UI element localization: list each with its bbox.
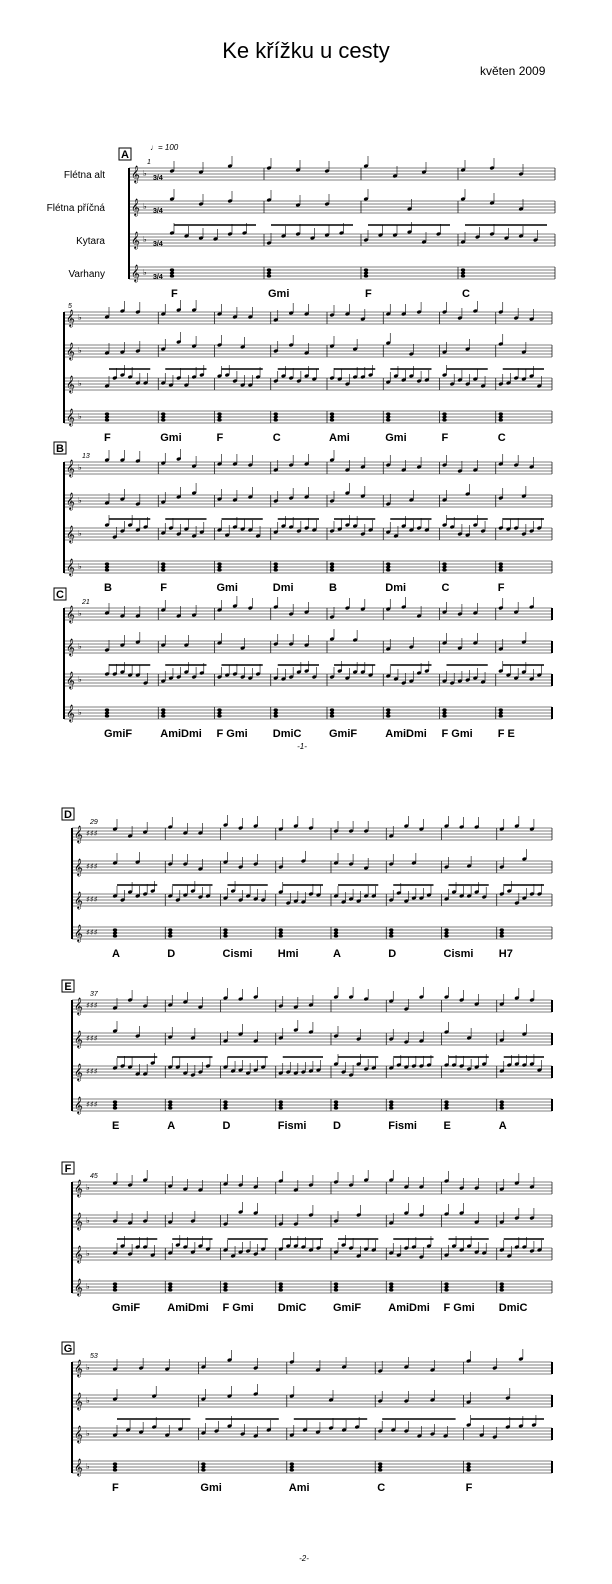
note-head bbox=[223, 928, 227, 931]
chord-symbol: AmiDmi bbox=[388, 1302, 430, 1314]
note-head bbox=[217, 708, 221, 711]
chord-symbol: Cismi bbox=[222, 948, 253, 960]
chord-symbol: Gmi bbox=[268, 288, 290, 300]
page-number-2: -2- bbox=[299, 1554, 309, 1563]
key-signature-icon: ♯♯♯ bbox=[86, 928, 98, 937]
treble-clef-icon: 𝄞 bbox=[74, 924, 83, 942]
chord-symbol: GmiF bbox=[104, 728, 133, 740]
note-head bbox=[500, 934, 504, 937]
note-head bbox=[168, 928, 172, 931]
chord-symbol: GmiF bbox=[112, 1302, 141, 1314]
note-head bbox=[113, 934, 117, 937]
note-head bbox=[223, 1282, 227, 1285]
key-signature-icon: ♭ bbox=[86, 1462, 90, 1471]
key-signature-icon: ♭ bbox=[78, 562, 82, 571]
measure-number: 21 bbox=[82, 599, 90, 606]
note-head bbox=[444, 1282, 448, 1285]
note-head bbox=[386, 562, 390, 565]
note-head bbox=[442, 412, 446, 415]
system-1 bbox=[47, 148, 555, 300]
note-head bbox=[168, 934, 172, 937]
note-head bbox=[444, 1288, 448, 1291]
treble-clef-icon: 𝄞 bbox=[66, 671, 75, 689]
key-signature-icon: ♭ bbox=[78, 529, 82, 538]
key-signature-icon: ♯♯♯ bbox=[86, 1100, 98, 1109]
key-signature-icon: ♭ bbox=[143, 268, 147, 277]
note-head bbox=[279, 1100, 283, 1103]
treble-clef-icon: 𝄞 bbox=[74, 1278, 83, 1296]
note-head bbox=[223, 1288, 227, 1291]
note-head bbox=[113, 928, 117, 931]
note-head bbox=[168, 1106, 172, 1109]
note-head bbox=[389, 928, 393, 931]
chord-symbol: F bbox=[104, 432, 111, 444]
note-head bbox=[217, 714, 221, 717]
chord-symbol: F bbox=[216, 432, 224, 444]
system-4 bbox=[54, 588, 552, 740]
instrument-name: Varhany bbox=[68, 269, 105, 280]
note-head bbox=[499, 412, 503, 415]
chord-symbol: F Gmi bbox=[216, 728, 248, 740]
note-head bbox=[364, 274, 368, 277]
measure-number: 37 bbox=[90, 991, 98, 998]
treble-clef-icon: 𝄞 bbox=[74, 1179, 83, 1197]
chord-symbol: GmiF bbox=[329, 728, 358, 740]
treble-clef-icon: 𝄞 bbox=[66, 605, 75, 623]
chord-symbol: Gmi bbox=[160, 432, 182, 444]
system-5 bbox=[62, 808, 552, 960]
note-head bbox=[466, 1462, 470, 1465]
note-head bbox=[330, 568, 334, 571]
note-head bbox=[499, 568, 503, 571]
instrument-name: Flétna alt bbox=[63, 170, 105, 181]
note-head bbox=[274, 714, 278, 717]
chord-symbol: DmiC bbox=[272, 728, 302, 740]
note-head bbox=[170, 274, 174, 277]
note-head bbox=[279, 928, 283, 931]
tempo-mark: ♩= 100 bbox=[150, 143, 179, 152]
key-signature-icon: ♭ bbox=[78, 642, 82, 651]
rehearsal-mark: C bbox=[56, 589, 64, 601]
note-head bbox=[217, 418, 221, 421]
time-signature: 3/4 bbox=[153, 241, 163, 248]
rehearsal-mark: D bbox=[64, 809, 72, 821]
chord-symbol: A bbox=[498, 1120, 507, 1132]
chord-symbol: DmiC bbox=[498, 1302, 528, 1314]
note-head bbox=[330, 418, 334, 421]
treble-clef-icon: 𝄞 bbox=[74, 997, 83, 1015]
note-head bbox=[274, 418, 278, 421]
chord-symbol: Gmi bbox=[216, 582, 238, 594]
note-head bbox=[217, 412, 221, 415]
system-6 bbox=[62, 980, 552, 1132]
treble-clef-icon: 𝄞 bbox=[74, 1392, 83, 1410]
chord-symbol: F bbox=[465, 1482, 473, 1494]
note-head bbox=[201, 1462, 205, 1465]
key-signature-icon: ♯♯♯ bbox=[86, 895, 98, 904]
note-head bbox=[378, 1468, 382, 1471]
note-head bbox=[223, 1106, 227, 1109]
chord-symbol: D bbox=[388, 948, 397, 960]
chord-symbol: Hmi bbox=[277, 948, 299, 960]
note-head bbox=[113, 1100, 117, 1103]
note-head bbox=[466, 1468, 470, 1471]
treble-clef-icon: 𝄞 bbox=[66, 492, 75, 510]
chord-symbol: F Gmi bbox=[441, 728, 473, 740]
measure-number: 13 bbox=[82, 453, 90, 460]
note-head bbox=[330, 412, 334, 415]
chord-symbol: F bbox=[441, 432, 449, 444]
note-head bbox=[267, 268, 271, 271]
note-head bbox=[274, 412, 278, 415]
note-head bbox=[389, 934, 393, 937]
treble-clef-icon: 𝄞 bbox=[131, 198, 140, 216]
chord-symbol: F bbox=[112, 1482, 119, 1494]
chord-symbol: C bbox=[377, 1482, 386, 1494]
chord-symbol: Fismi bbox=[277, 1120, 307, 1132]
key-signature-icon: ♭ bbox=[143, 235, 147, 244]
treble-clef-icon: 𝄞 bbox=[131, 264, 140, 282]
treble-clef-icon: 𝄞 bbox=[74, 1425, 83, 1443]
note-head bbox=[274, 568, 278, 571]
chord-symbol: F Gmi bbox=[443, 1302, 475, 1314]
note-head bbox=[442, 562, 446, 565]
key-signature-icon: ♭ bbox=[86, 1249, 90, 1258]
note-head bbox=[279, 1288, 283, 1291]
chord-symbol: C bbox=[441, 582, 450, 594]
chord-symbol: AmiDmi bbox=[385, 728, 427, 740]
note-head bbox=[290, 1462, 294, 1465]
treble-clef-icon: 𝄞 bbox=[66, 558, 75, 576]
rehearsal-mark: E bbox=[64, 981, 72, 993]
note-head bbox=[499, 418, 503, 421]
chord-symbol: E bbox=[112, 1120, 120, 1132]
system-2 bbox=[64, 300, 552, 444]
chord-symbol: F Gmi bbox=[222, 1302, 254, 1314]
chord-symbol: F bbox=[497, 582, 505, 594]
note-head bbox=[274, 562, 278, 565]
note-head bbox=[113, 1106, 117, 1109]
note-head bbox=[444, 934, 448, 937]
key-signature-icon: ♭ bbox=[78, 496, 82, 505]
note-head bbox=[168, 1100, 172, 1103]
note-head bbox=[389, 1100, 393, 1103]
note-head bbox=[442, 418, 446, 421]
treble-clef-icon: 𝄞 bbox=[66, 342, 75, 360]
treble-clef-icon: 𝄞 bbox=[131, 165, 140, 183]
note-head bbox=[330, 708, 334, 711]
note-head bbox=[364, 268, 368, 271]
note-head bbox=[444, 1100, 448, 1103]
chord-symbol: C bbox=[462, 288, 470, 300]
note-head bbox=[334, 1100, 338, 1103]
note-head bbox=[105, 714, 109, 717]
page-number-1: -1- bbox=[297, 742, 307, 751]
note-head bbox=[386, 714, 390, 717]
note-head bbox=[105, 412, 109, 415]
note-head bbox=[442, 568, 446, 571]
chord-symbol: AmiDmi bbox=[160, 728, 202, 740]
composition-date: květen 2009 bbox=[480, 64, 546, 78]
note-head bbox=[105, 418, 109, 421]
note-head bbox=[330, 562, 334, 565]
treble-clef-icon: 𝄞 bbox=[74, 1030, 83, 1048]
instrument-name: Flétna příčná bbox=[46, 203, 105, 214]
note-head bbox=[499, 708, 503, 711]
chord-symbol: C bbox=[272, 432, 281, 444]
measure-number: 1 bbox=[147, 159, 151, 166]
note-head bbox=[386, 412, 390, 415]
treble-clef-icon: 𝄞 bbox=[74, 1359, 83, 1377]
note-head bbox=[389, 1106, 393, 1109]
chord-symbol: B bbox=[329, 582, 337, 594]
note-head bbox=[161, 412, 165, 415]
key-signature-icon: ♭ bbox=[86, 1183, 90, 1192]
key-signature-icon: ♯♯♯ bbox=[86, 1034, 98, 1043]
time-signature: 3/4 bbox=[153, 208, 163, 215]
key-signature-icon: ♯♯♯ bbox=[86, 1067, 98, 1076]
note-head bbox=[290, 1468, 294, 1471]
key-signature-icon: ♭ bbox=[78, 463, 82, 472]
note-head bbox=[334, 928, 338, 931]
key-signature-icon: ♭ bbox=[86, 1429, 90, 1438]
note-head bbox=[267, 274, 271, 277]
rehearsal-mark: A bbox=[121, 149, 129, 161]
key-signature-icon: ♭ bbox=[86, 1396, 90, 1405]
chord-symbol: F bbox=[171, 288, 178, 300]
key-signature-icon: ♭ bbox=[143, 169, 147, 178]
chord-symbol: Dmi bbox=[272, 582, 294, 594]
note-head bbox=[334, 934, 338, 937]
note-head bbox=[444, 1106, 448, 1109]
treble-clef-icon: 𝄞 bbox=[66, 704, 75, 722]
chord-symbol: Fismi bbox=[388, 1120, 417, 1132]
note-head bbox=[279, 1106, 283, 1109]
note-head bbox=[217, 562, 221, 565]
rehearsal-mark: F bbox=[64, 1163, 72, 1175]
measure-number: 53 bbox=[90, 1353, 98, 1360]
treble-clef-icon: 𝄞 bbox=[74, 858, 83, 876]
chord-symbol: D bbox=[333, 1120, 341, 1132]
key-signature-icon: ♭ bbox=[86, 1282, 90, 1291]
key-signature-icon: ♭ bbox=[78, 675, 82, 684]
chord-symbol: A bbox=[167, 1120, 176, 1132]
chord-symbol: GmiF bbox=[333, 1302, 362, 1314]
chord-symbol: F bbox=[365, 288, 372, 300]
note-head bbox=[105, 562, 109, 565]
chord-symbol: H7 bbox=[498, 948, 513, 960]
rehearsal-mark: B bbox=[56, 443, 64, 455]
note-head bbox=[161, 714, 165, 717]
note-head bbox=[334, 1106, 338, 1109]
note-head bbox=[161, 708, 165, 711]
note-head bbox=[223, 1100, 227, 1103]
system-8 bbox=[62, 1342, 552, 1494]
note-head bbox=[500, 1282, 504, 1285]
note-head bbox=[500, 928, 504, 931]
chord-symbol: D bbox=[167, 948, 176, 960]
key-signature-icon: ♭ bbox=[86, 1363, 90, 1372]
note-head bbox=[105, 568, 109, 571]
treble-clef-icon: 𝄞 bbox=[74, 1458, 83, 1476]
note-head bbox=[389, 1282, 393, 1285]
note-head bbox=[386, 418, 390, 421]
note-head bbox=[499, 562, 503, 565]
note-head bbox=[389, 1288, 393, 1291]
note-head bbox=[378, 1462, 382, 1465]
note-head bbox=[161, 418, 165, 421]
note-head bbox=[386, 708, 390, 711]
note-head bbox=[334, 1288, 338, 1291]
time-signature: 3/4 bbox=[153, 274, 163, 281]
note-head bbox=[274, 708, 278, 711]
key-signature-icon: ♯♯♯ bbox=[86, 829, 98, 838]
note-head bbox=[500, 1106, 504, 1109]
note-head bbox=[113, 1282, 117, 1285]
key-signature-icon: ♭ bbox=[78, 313, 82, 322]
note-head bbox=[442, 708, 446, 711]
note-head bbox=[444, 928, 448, 931]
chord-symbol: B bbox=[104, 582, 112, 594]
key-signature-icon: ♯♯♯ bbox=[86, 862, 98, 871]
treble-clef-icon: 𝄞 bbox=[66, 375, 75, 393]
system-3 bbox=[54, 442, 552, 594]
key-signature-icon: ♭ bbox=[86, 1216, 90, 1225]
note-head bbox=[168, 1288, 172, 1291]
key-signature-icon: ♭ bbox=[143, 202, 147, 211]
note-head bbox=[201, 1468, 205, 1471]
chord-symbol: Ami bbox=[329, 432, 350, 444]
treble-clef-icon: 𝄞 bbox=[74, 891, 83, 909]
note-head bbox=[105, 708, 109, 711]
chord-symbol: F E bbox=[497, 728, 515, 740]
treble-clef-icon: 𝄞 bbox=[74, 825, 83, 843]
key-signature-icon: ♯♯♯ bbox=[86, 1001, 98, 1010]
chord-symbol: DmiC bbox=[277, 1302, 307, 1314]
treble-clef-icon: 𝄞 bbox=[66, 459, 75, 477]
treble-clef-icon: 𝄞 bbox=[74, 1096, 83, 1114]
chord-symbol: Ami bbox=[288, 1482, 310, 1494]
note-head bbox=[334, 1282, 338, 1285]
treble-clef-icon: 𝄞 bbox=[74, 1245, 83, 1263]
note-head bbox=[461, 274, 465, 277]
key-signature-icon: ♭ bbox=[78, 609, 82, 618]
note-head bbox=[168, 1282, 172, 1285]
note-head bbox=[386, 568, 390, 571]
measure-number: 29 bbox=[90, 819, 98, 826]
note-head bbox=[170, 268, 174, 271]
measure-number: 5 bbox=[68, 303, 72, 310]
measure-number: 45 bbox=[90, 1173, 98, 1180]
note-head bbox=[113, 1468, 117, 1471]
chord-symbol: Gmi bbox=[385, 432, 407, 444]
chord-symbol: C bbox=[497, 432, 506, 444]
note-head bbox=[500, 1100, 504, 1103]
key-signature-icon: ♭ bbox=[78, 346, 82, 355]
note-head bbox=[442, 714, 446, 717]
note-head bbox=[279, 934, 283, 937]
instrument-name: Kytara bbox=[76, 236, 105, 247]
chord-symbol: A bbox=[112, 948, 120, 960]
chord-symbol: Cismi bbox=[443, 948, 474, 960]
treble-clef-icon: 𝄞 bbox=[74, 1063, 83, 1081]
note-head bbox=[461, 268, 465, 271]
time-signature: 3/4 bbox=[153, 175, 163, 182]
key-signature-icon: ♭ bbox=[78, 708, 82, 717]
chord-symbol: E bbox=[443, 1120, 451, 1132]
system-7 bbox=[62, 1162, 552, 1314]
note-head bbox=[161, 562, 165, 565]
rehearsal-mark: G bbox=[63, 1343, 73, 1355]
score-title: Ke křížku u cesty bbox=[222, 38, 390, 63]
note-head bbox=[500, 1288, 504, 1291]
note-head bbox=[279, 1282, 283, 1285]
treble-clef-icon: 𝄞 bbox=[66, 525, 75, 543]
note-head bbox=[223, 934, 227, 937]
treble-clef-icon: 𝄞 bbox=[74, 1212, 83, 1230]
note-head bbox=[499, 714, 503, 717]
note-head bbox=[113, 1462, 117, 1465]
chord-symbol: Dmi bbox=[385, 582, 407, 594]
note-head bbox=[113, 1288, 117, 1291]
chord-symbol: F bbox=[160, 582, 167, 594]
chord-symbol: D bbox=[222, 1120, 231, 1132]
note-head bbox=[217, 568, 221, 571]
key-signature-icon: ♭ bbox=[78, 412, 82, 421]
note-head bbox=[330, 714, 334, 717]
chord-symbol: Gmi bbox=[200, 1482, 222, 1494]
treble-clef-icon: 𝄞 bbox=[66, 638, 75, 656]
treble-clef-icon: 𝄞 bbox=[66, 408, 75, 426]
key-signature-icon: ♭ bbox=[78, 379, 82, 388]
treble-clef-icon: 𝄞 bbox=[131, 231, 140, 249]
treble-clef-icon: 𝄞 bbox=[66, 309, 75, 327]
chord-symbol: A bbox=[333, 948, 341, 960]
chord-symbol: AmiDmi bbox=[167, 1302, 209, 1314]
note-head bbox=[161, 568, 165, 571]
